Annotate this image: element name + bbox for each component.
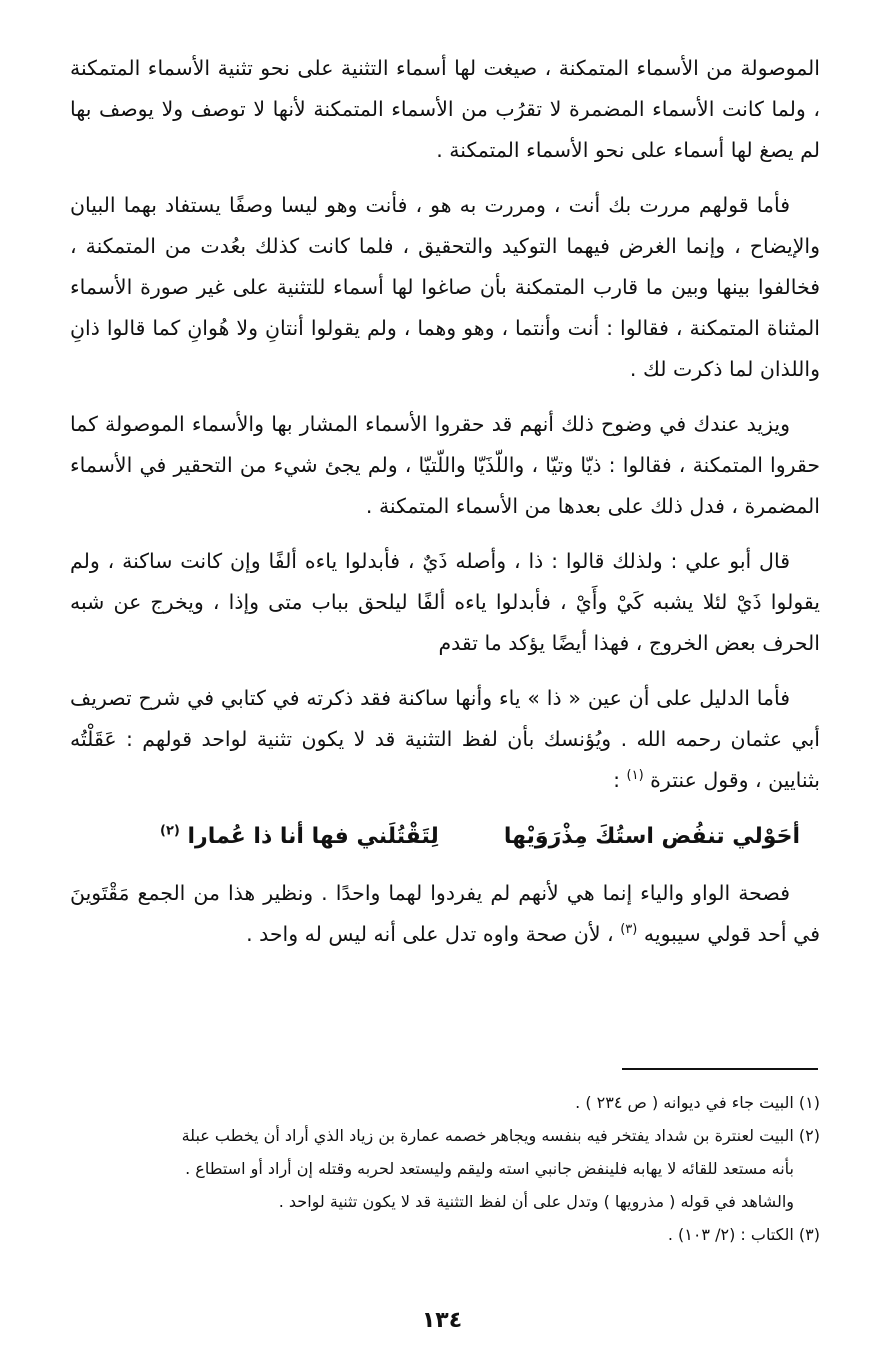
paragraph-4: قال أبو علي : ولذلك قالوا : ذا ، وأصله ذَيٌ ، فأبدلوا ياءه ألفًا وإن كانت ساكنة ، ولم يقولوا ذَيْ لئلا يشبه كَيْ وأَيْ ، فأبدلوا ياءه ألفًا ليلحق بباب متى وإذا ، ويخرج عن شبه الحرف بعض الخروج ، فهذا أيضًا يؤكد ما تقدم [70, 549, 820, 655]
paragraph-2: فأما قولهم مررت بك أنت ، ومررت به هو ، فأنت وهو ليسا وصفًا يستفاد بهما البيان والإيضاح ، وإنما الغرض فيهما التوكيد والتحقيق ، فلما كانت كذلك بعُدت من المتمكنة ، فخالفوا بينها وبين ما قارب المتمكنة بأن صاغوا لها أسماء للتثنية على غير صورة الأسماء المثناة المتمكنة ، فقالوا : أنت وأنتما ، وهو وهما ، ولم يقولوا أنتانِ ولا هُوانِ كما قالوا ذانِ واللذان لما ذكرت لك . [70, 193, 820, 381]
paragraph-1: الموصولة من الأسماء المتمكنة ، صيغت لها أسماء التثنية على نحو تثنية الأسماء المتمكنة ، ولما كانت الأسماء المضمرة لا تقرُب من الأسماء المتمكنة لأنها لا توصف ولا يوصف بها لم يصغ لها أسماء على نحو الأسماء المتمكنة . [70, 56, 820, 162]
footnote-separator [622, 1068, 818, 1070]
poetry-verse [70, 815, 820, 859]
paragraph-6 [70, 873, 820, 955]
footnote-ref-1: (١) [626, 768, 644, 784]
paragraph-3: ويزيد عندك في وضوح ذلك أنهم قد حقروا الأسماء المشار بها والأسماء الموصولة كما حقروا المتمكنة ، فقالوا : ذيّا وتيّا ، واللّذَيّا واللّتيّا ، ولم يجئ شيء من التحقير في الأسماء المضمرة ، فدل ذلك على بعدها من الأسماء المتمكنة . [70, 412, 820, 518]
footnote-ref-2: (٢) [160, 823, 180, 839]
footnote-3: (٣) الكتاب : (٢/ ١٠٣) . [667, 1225, 820, 1244]
paragraph-5-tail: : [613, 768, 627, 792]
footnote-2: (٢) البيت لعنترة بن شداد يفتخر فيه بنفسه ويجاهر خصمه عمارة بن زياد الذي أراد أن يخطب عبلة [181, 1126, 820, 1145]
paragraph-6-text: فصحة الواو والياء إنما هي لأنهم لم يفردوا لهما واحدًا . ونظير هذا من الجمع مَقْتَوينَ في أحد قولي سيبويه [70, 881, 820, 946]
verse-second-hemistich: لِتَقْتُلَني فها أنا ذا عُمارا [187, 824, 439, 849]
verse-first-hemistich: أحَوْلي تنفُض استُكَ مِذْرَوَيْها [503, 824, 800, 849]
footnotes [70, 1086, 820, 1251]
main-text [70, 48, 820, 969]
footnote-2-continued-2: والشاهد في قوله ( مذرويها ) وتدل على أن لفظ التثنية قد لا يكون تثنية لواحد . [278, 1192, 794, 1211]
page-number: ١٣٤ [421, 1308, 463, 1333]
footnote-1: (١) البيت جاء في ديوانه ( ص ٢٣٤ ) . [575, 1093, 820, 1112]
footnote-2-continued: بأنه مستعد للقائه لا يهابه فلينفض جانبي استه وليقم وليستعد لحربه وقتله إن أراد أو استطاع . [185, 1159, 794, 1178]
paragraph-6-tail: ، لأن صحة واوه تدل على أنه ليس له واحد . [246, 922, 621, 946]
paragraph-5-text: فأما الدليل على أن عين « ذا » ياء وأنها ساكنة فقد ذكرته في كتابي في شرح تصريف أبي عثمان رحمه الله . ويُؤنسك بأن لفظ التثنية قد لا يكون تثنية لواحد قولهم : عَقَلْتُه بثنايين ، وقول عنترة [70, 686, 820, 792]
verse-second-hemistich-wrap [160, 815, 439, 859]
footnote-ref-3: (٣) [620, 922, 638, 938]
paragraph-5 [70, 678, 820, 801]
